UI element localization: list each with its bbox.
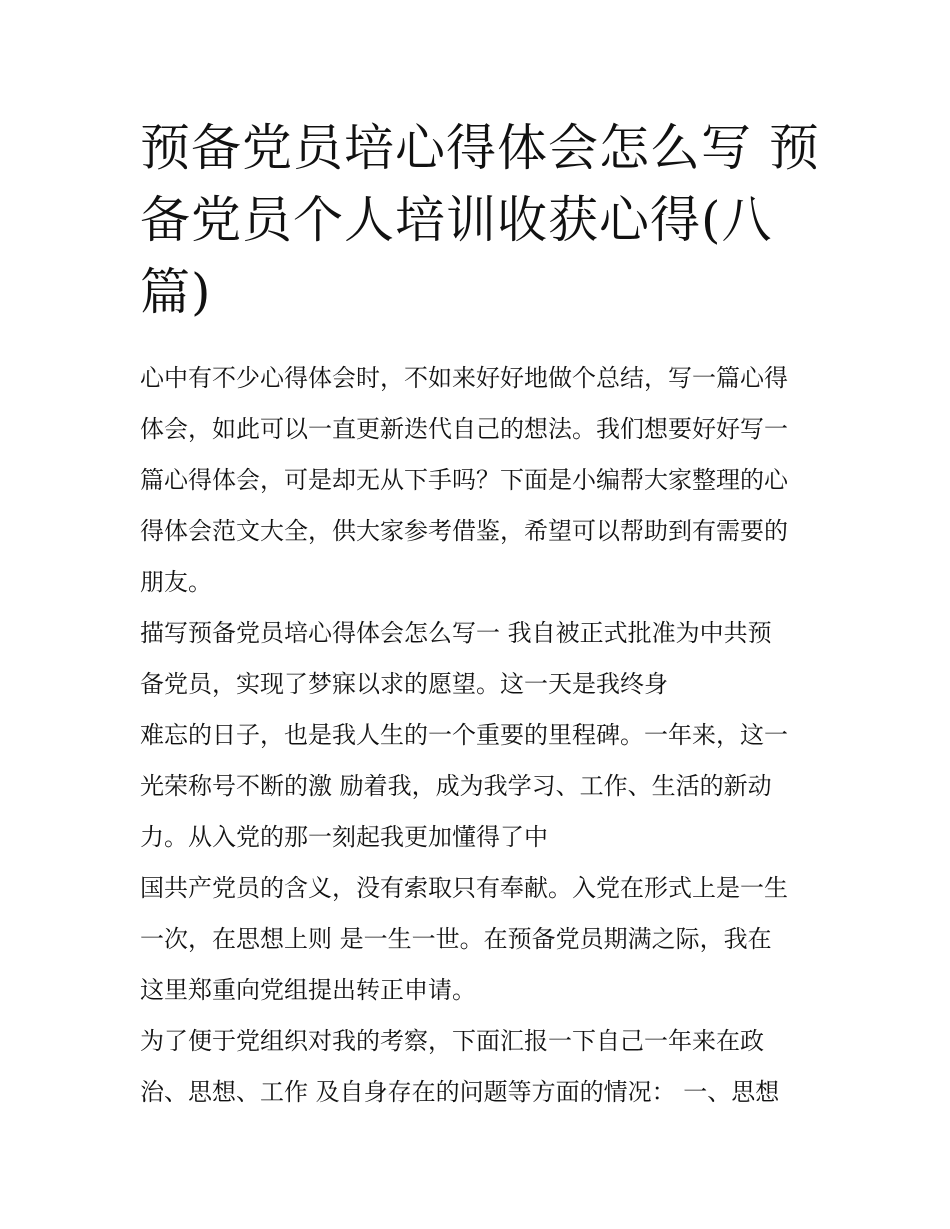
body-line: 这里郑重向党组提出转正申请。: [140, 976, 476, 1004]
body-line: 备党员，实现了梦寐以求的愿望。这一天是我终身: [140, 670, 668, 698]
title-line: 备党员个人培训收获心得(八: [140, 191, 773, 249]
body-line: 体会，如此可以一直更新迭代自己的想法。我们想要好好写一: [140, 415, 788, 443]
body-line: 力。从入党的那一刻起我更加懂得了中: [140, 823, 548, 851]
title-line: 预备党员培心得体会怎么写 预: [140, 119, 820, 177]
title-line: 篇): [140, 263, 212, 321]
body-line: 描写预备党员培心得体会怎么写一 我自被正式批准为中共预: [140, 619, 772, 647]
body-line: 心中有不少心得体会时，不如来好好地做个总结，写一篇心得: [140, 364, 788, 392]
body-line: 难忘的日子，也是我人生的一个重要的里程碑。一年来，这一: [140, 721, 788, 749]
body-line: 为了便于党组织对我的考察，下面汇报一下自己一年来在政: [140, 1027, 764, 1055]
body-line: 光荣称号不断的激 励着我，成为我学习、工作、生活的新动: [140, 772, 772, 800]
document-title: [140, 112, 830, 328]
body-line: 国共产党员的含义，没有索取只有奉献。入党在形式上是一生: [140, 874, 788, 902]
body-line: 得体会范文大全，供大家参考借鉴，希望可以帮助到有需要的: [140, 517, 788, 545]
body-line: 一次，在思想上则 是一生一世。在预备党员期满之际，我在: [140, 925, 772, 953]
body-line: 朋友。: [140, 568, 212, 596]
body-line: 篇心得体会，可是却无从下手吗？下面是小编帮大家整理的心: [140, 466, 788, 494]
document-body: [140, 353, 830, 1118]
body-line: 治、思想、工作 及自身存在的问题等方面的情况： 一、思想: [140, 1078, 780, 1106]
